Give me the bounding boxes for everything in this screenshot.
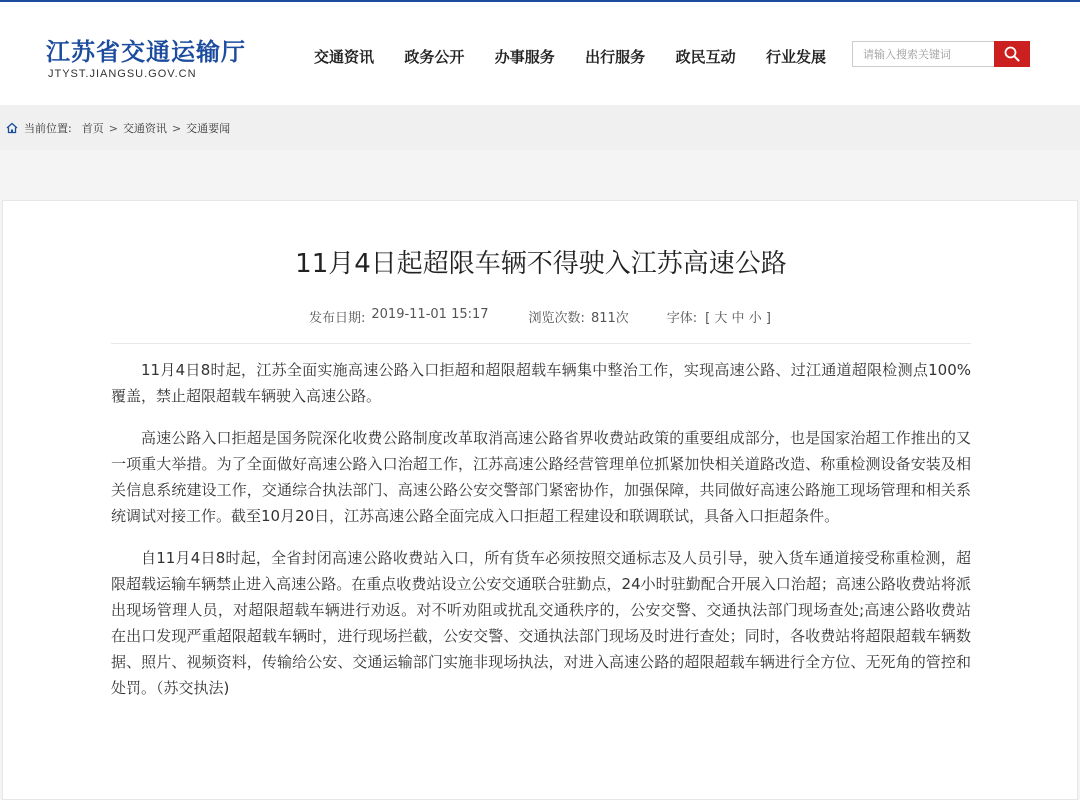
nav-item-industry[interactable]: 行业发展 bbox=[765, 48, 826, 66]
site-logo-title[interactable]: 江苏省交通运输厅 bbox=[46, 38, 246, 66]
article-card bbox=[2, 200, 1078, 800]
breadcrumb-home-link[interactable]: 首页 bbox=[81, 122, 104, 135]
breadcrumb-label: 当前位置: bbox=[24, 122, 72, 135]
publish-date: 2019-11-01 15:17 bbox=[371, 307, 489, 322]
meta-divider bbox=[111, 343, 971, 344]
font-bracket-open: [ bbox=[705, 311, 711, 326]
site-header bbox=[0, 2, 1080, 105]
view-count-label: 浏览次数: bbox=[528, 311, 585, 326]
font-size-large-button[interactable]: 大 bbox=[714, 311, 728, 326]
font-size-small-button[interactable]: 小 bbox=[748, 311, 762, 326]
search-icon bbox=[1004, 46, 1020, 62]
article-paragraph: 高速公路入口拒超是国务院深化收费公路制度改革取消高速公路省界收费站政策的重要组成部分，也是国家治超工作推出的又一项重大举措。为了全面做好高速公路入口治超工作，江苏高速公路经营管理单位抓紧加快相关道路改造、称重检测设备安装及相关信息系统建设工作，交通综合执法部门、高速公路公安交警部门紧密协作，加强保障，共同做好高速公路施工现场管理和相关系统调试对接工作。截至10月20日，江苏高速公路全面完成入口拒超工程建设和联调联试，具备入口拒超条件。 bbox=[111, 429, 971, 525]
nav-item-government-affairs[interactable]: 政务公开 bbox=[404, 48, 465, 66]
nav-item-traffic-news[interactable]: 交通资讯 bbox=[314, 48, 375, 66]
breadcrumb bbox=[6, 120, 230, 136]
article-title: 11月4日起超限车辆不得驶入江苏高速公路 bbox=[295, 249, 787, 279]
font-size-control bbox=[705, 307, 771, 326]
font-size-medium-button[interactable]: 中 bbox=[731, 311, 745, 326]
search-box bbox=[852, 41, 1030, 67]
site-domain: JTYST.JIANGSU.GOV.CN bbox=[48, 68, 197, 80]
publish-date-label: 发布日期: bbox=[309, 311, 366, 326]
home-icon bbox=[6, 122, 18, 134]
article-paragraph: 自11月4日8时起，全省封闭高速公路收费站入口，所有货车必须按照交通标志及人员引导，驶入货车通道接受称重检测，超限超载运输车辆禁止进入高速公路。在重点收费站设立公安交通联合驻勤点，24小时驻勤配合开展入口治超；高速公路收费站将派出现场管理人员，对超限超载车辆进行劝返。对不听劝阻或扰乱交通秩序的，公安交警、交通执法部门现场查处;高速公路收费站在出口发现严重超限超载车辆时，进行现场拦截，公安交警、交通执法部门现场及时进行查处；同时，各收费站将超限超载车辆数据、照片、视频资料，传输给公安、交通运输部门实施非现场执法，对进入高速公路的超限超载车辆进行全方位、无死角的管控和处罚。（苏交执法) bbox=[111, 549, 971, 697]
nav-item-travel-services[interactable]: 出行服务 bbox=[585, 48, 646, 66]
font-bracket-close: ] bbox=[765, 311, 771, 326]
breadcrumb-separator: > bbox=[171, 121, 182, 135]
breadcrumb-bar bbox=[0, 105, 1080, 150]
view-count: 811次 bbox=[590, 311, 629, 326]
article-paragraph: 11月4日8时起，江苏全面实施高速公路入口拒超和超限超载车辆集中整治工作，实现高速公路、过江通道超限检测点100%覆盖，禁止超限超载车辆驶入高速公路。 bbox=[111, 361, 971, 405]
article-meta bbox=[309, 307, 771, 326]
search-input[interactable] bbox=[853, 42, 993, 66]
font-size-label: 字体: bbox=[666, 311, 698, 326]
breadcrumb-traffic-highlights-link[interactable]: 交通要闻 bbox=[186, 122, 231, 135]
main-nav bbox=[300, 46, 840, 68]
breadcrumb-traffic-news-link[interactable]: 交通资讯 bbox=[122, 122, 167, 135]
nav-item-interaction[interactable]: 政民互动 bbox=[675, 48, 736, 66]
breadcrumb-separator: > bbox=[108, 121, 118, 135]
search-button[interactable] bbox=[994, 41, 1030, 67]
nav-item-services[interactable]: 办事服务 bbox=[494, 48, 555, 66]
article-body bbox=[111, 357, 971, 717]
